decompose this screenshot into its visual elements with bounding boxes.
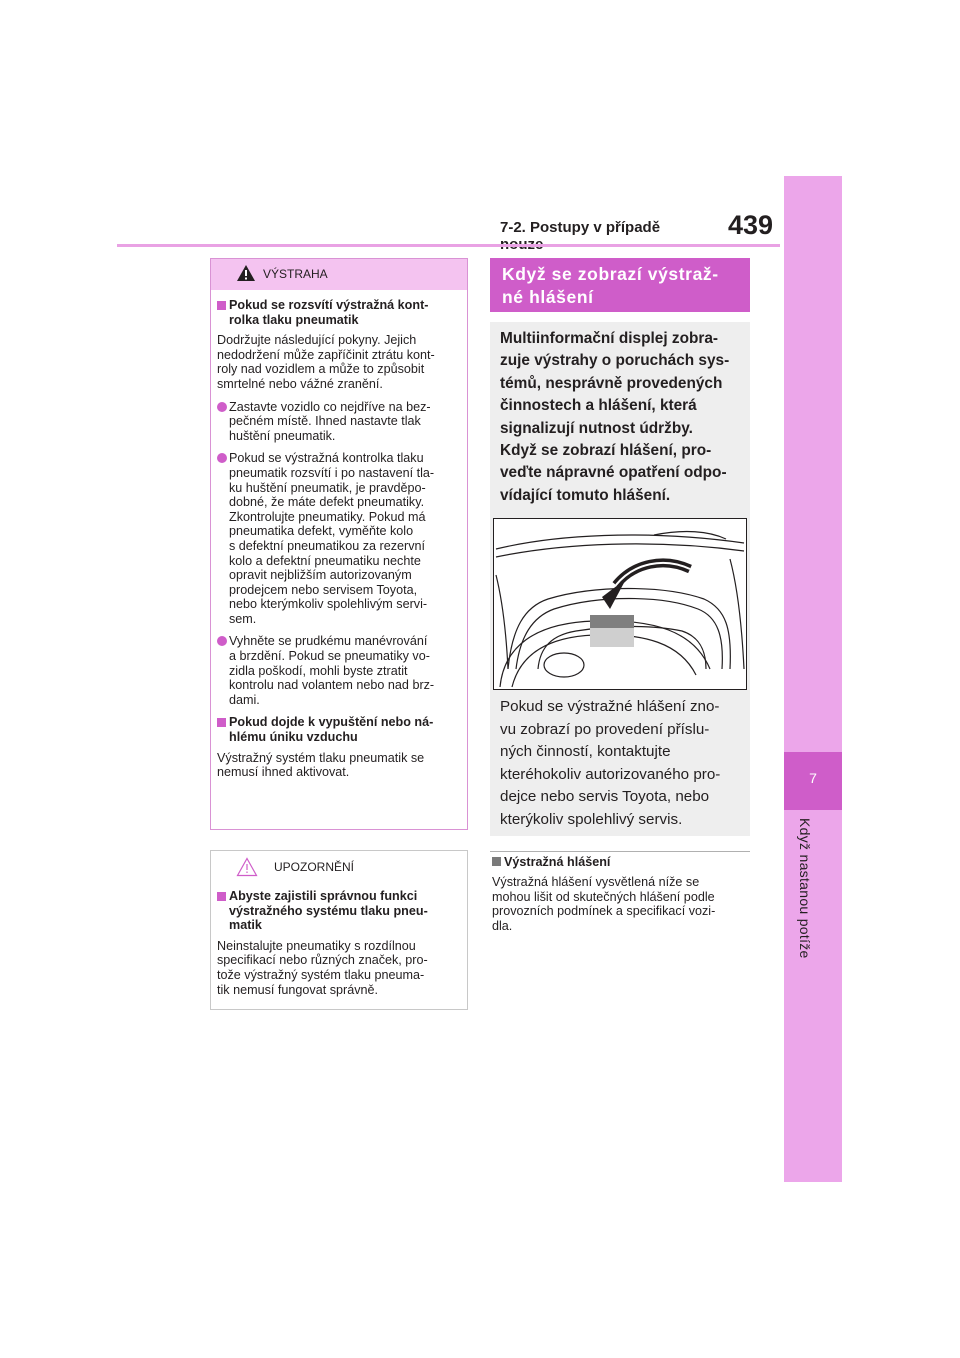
warning-bullet-defect: Pokud se výstražná kontrolka tlaku pneumatik rozsvítí i po nastavení tla- ku huštění pneumatik, je pravděpo- dobné, že máte defekt pneumatiky. Zkontrolujte pneumatiky. Pokud má pneumatika defekt, vyměňte kolo s defektní pneumatikou za rezervní kolo a defektní pneumatiku nechte opravit nejbližším autorizovaným prodejcem nebo servisem Toyota, nebo kterýmkoliv spolehlivým servi- sem.: [217, 451, 461, 626]
square-bullet-icon: [217, 301, 226, 310]
section-title-line: né hlášení: [502, 287, 594, 307]
warning-intro: Dodržujte následující pokyny. Jejich nedodržení může zapříčinit ztrátu kont- roly nad vozidlem a může to způsobit smrtelné nebo vážné zranění.: [217, 333, 435, 391]
square-bullet-icon: [217, 718, 226, 727]
warning-box: [210, 258, 468, 830]
round-bullet-icon: [217, 402, 227, 412]
caution-label: UPOZORNĚNÍ: [274, 860, 355, 874]
chapter-number: 7: [809, 770, 817, 786]
caution-header: [211, 851, 467, 881]
section-title-line: Když se zobrazí výstraž-: [502, 264, 719, 284]
warning-header: [211, 259, 467, 290]
warning-heading-pressure-light: Pokud se rozsvítí výstražná kont- rolka tlaku pneumatik: [217, 298, 461, 327]
header-divider: [117, 244, 780, 247]
warning-heading-air-loss: Pokud dojde k vypuštění nebo ná- hlému úniku vzduchu: [217, 715, 461, 744]
dashboard-display-illustration: [494, 519, 746, 689]
dashboard-illustration: [493, 518, 747, 690]
caution-box: [210, 850, 468, 1010]
info-caption-text: Pokud se výstražné hlášení zno- vu zobrazí po provedení příslu- ných činností, kontaktujte kteréhokoliv autorizovaného pro- dejce nebo servis Toyota, nebo kterýkoliv spolehlivý servis.: [500, 698, 721, 828]
header-section-title: 7-2. Postupy v případě: [500, 219, 661, 236]
warning-triangle-icon: [236, 264, 256, 282]
subsection-heading: Výstražná hlášení: [492, 855, 610, 869]
round-bullet-icon: [217, 636, 227, 646]
chapter-side-tab: [784, 176, 842, 1182]
page-number: 439: [728, 210, 774, 240]
warning-bullet-stop: Zastavte vozidlo co nejdříve na bez- pečném místě. Ihned nastavte tlak huštění pneumatik.: [217, 400, 461, 444]
subsection-divider: [490, 851, 750, 852]
warning-air-loss-text: Výstražný systém tlaku pneumatik se nemusí ihned aktivovat.: [217, 750, 425, 780]
warning-label: VÝSTRAHA: [263, 267, 328, 281]
subsection-text: Výstražná hlášení vysvětlená níže se mohou lišit od skutečných hlášení podle provozních podmínek a specifikací vozi- dla.: [492, 875, 716, 933]
caution-text: Neinstalujte pneumatiky s rozdílnou specifikací nebo různých značek, pro- tože výstražný systém tlaku pneuma- tik nemusí fungovat správně.: [217, 938, 428, 997]
square-bullet-icon: [217, 892, 226, 901]
caution-triangle-icon: [236, 857, 258, 877]
chapter-title: Když nastanou potíže: [797, 818, 813, 959]
square-bullet-icon: [492, 857, 501, 866]
warning-bullet-maneuver: Vyhněte se prudkému manévrování a brzdění. Pokud se pneumatiky vo- zidla poškodí, mohli byste ztratit kontrolu nad volantem nebo nad brz- dami.: [217, 634, 461, 707]
caution-heading: Abyste zajistili správnou funkci výstražného systému tlaku pneu- matik: [217, 889, 461, 933]
round-bullet-icon: [217, 453, 227, 463]
info-box: [490, 322, 750, 836]
info-lead-text: Multiinformační displej zobra- zuje výstrahy o poruchách sys- témů, nesprávně provedených činnostech a hlášení, která signalizují nutnost údržby. Když se zobrazí hlášení, pro- veďte nápravné opatření odpo- vídající tomuto hlášení.: [500, 330, 730, 504]
section-title-banner: [490, 258, 750, 312]
